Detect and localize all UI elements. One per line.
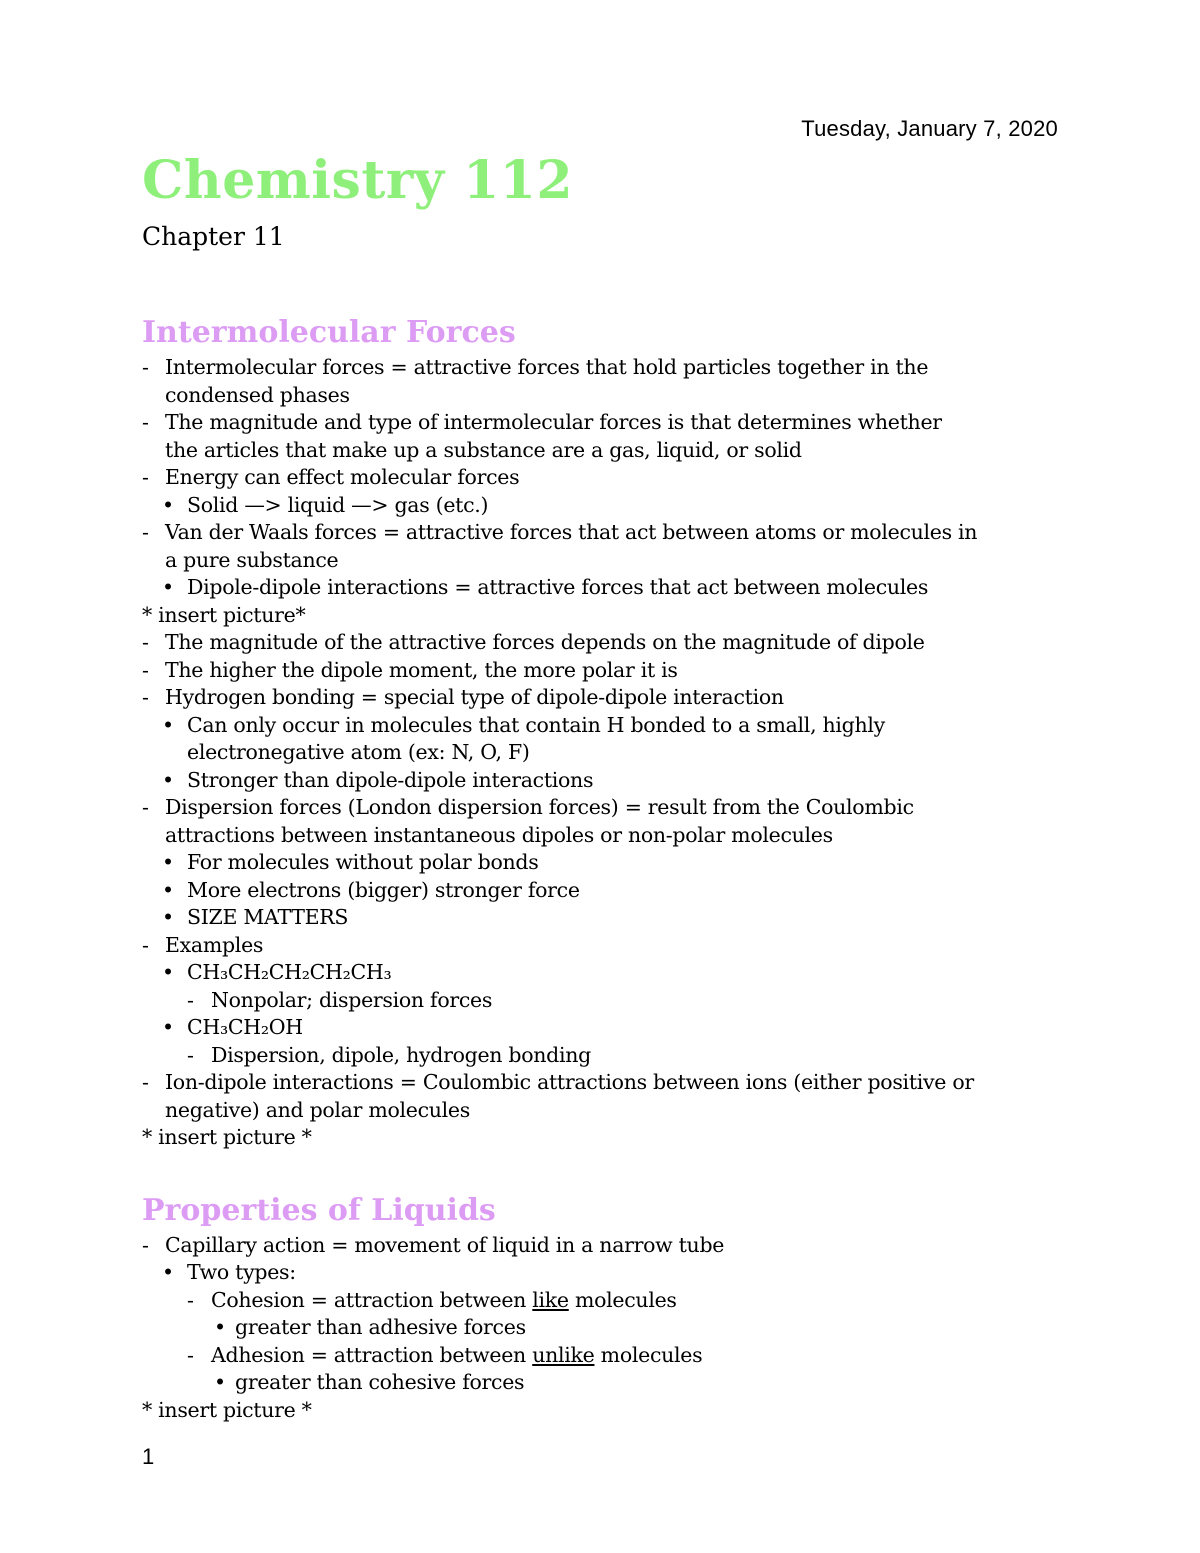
list-item: [142, 1342, 1072, 1370]
note-text: * insert picture*: [142, 602, 306, 627]
dash-marker: -: [142, 630, 149, 654]
list-item-continuation: [142, 1097, 1072, 1125]
list-item-text: attractions between instantaneous dipoles or non-polar molecules: [165, 822, 833, 847]
list-item: [142, 904, 1072, 932]
dash-marker: -: [187, 1042, 194, 1067]
list-item-text: Nonpolar; dispersion forces: [211, 987, 493, 1012]
note-text: * insert picture *: [142, 1125, 312, 1149]
bullet-marker: •: [162, 850, 174, 874]
list-item: [142, 712, 1072, 740]
list-item: [142, 354, 1072, 382]
dash-marker: -: [142, 1232, 149, 1257]
list-item-text: The magnitude of the attractive forces depends on the magnitude of dipole: [165, 630, 925, 654]
bullet-marker: •: [162, 1260, 174, 1284]
list-item: [142, 1369, 1072, 1397]
list-item-continuation: [142, 739, 1072, 767]
dash-marker: -: [187, 1342, 194, 1367]
bullet-marker: •: [162, 712, 174, 737]
list-item-text: Examples: [165, 932, 264, 957]
list-item: [142, 409, 1072, 437]
note-text: * insert picture *: [142, 1397, 312, 1422]
list-item: [142, 492, 1072, 520]
section-heading-intermolecular-forces: Intermolecular Forces: [142, 315, 516, 350]
list-item: [142, 849, 1072, 877]
list-item: [142, 1287, 1072, 1315]
list-item-text: Hydrogen bonding = special type of dipole-dipole interaction: [165, 685, 784, 709]
list-item-text: Intermolecular forces = attractive forces that hold particles together in the: [165, 355, 929, 379]
list-item-text: negative) and polar molecules: [165, 1097, 470, 1122]
text-segment: Cohesion = attraction between: [211, 1287, 533, 1312]
list-item-continuation: [142, 822, 1072, 850]
bullet-marker: •: [162, 877, 174, 902]
list-item: [142, 767, 1072, 795]
list-item: [142, 1042, 1072, 1070]
underlined-word: like: [532, 1287, 569, 1312]
list-item-continuation: [142, 382, 1072, 410]
list-item: [142, 877, 1072, 905]
dash-marker: -: [142, 932, 149, 957]
list-item-text: SIZE MATTERS: [187, 905, 349, 929]
text-segment: molecules: [594, 1342, 703, 1367]
list-item: [142, 1014, 1072, 1042]
dash-marker: -: [142, 795, 149, 819]
section-heading-properties-of-liquids: Properties of Liquids: [142, 1192, 496, 1228]
list-item: [142, 1259, 1072, 1287]
list-item: [142, 629, 1072, 657]
list-item: [142, 657, 1072, 685]
list-item: [142, 1069, 1072, 1097]
list-item-text: Capillary action = movement of liquid in a narrow tube: [165, 1232, 725, 1257]
dash-marker: -: [142, 355, 149, 379]
list-item-text: Solid —> liquid —> gas (etc.): [187, 492, 489, 517]
list-item: [142, 519, 1072, 547]
list-item-text: [211, 1342, 702, 1370]
list-item-text: condensed phases: [165, 382, 350, 407]
list-item-text: a pure substance: [165, 547, 339, 572]
list-item-text: the articles that make up a substance are a gas, liquid, or solid: [165, 437, 802, 462]
bullet-marker: •: [162, 960, 174, 984]
list-item-text: The magnitude and type of intermolecular forces is that determines whether: [165, 410, 942, 434]
bullet-marker: •: [214, 1370, 226, 1394]
dash-marker: -: [187, 987, 194, 1012]
insert-picture-note: [142, 1397, 1072, 1425]
page-title: Chemistry 112: [142, 150, 574, 211]
list-item-text: Energy can effect molecular forces: [165, 465, 520, 489]
note-date: Tuesday, January 7, 2020: [801, 116, 1058, 141]
bullet-marker: •: [214, 1315, 226, 1339]
list-item-text: greater than adhesive forces: [235, 1315, 526, 1339]
bullet-marker: •: [162, 1015, 174, 1039]
dash-marker: -: [142, 520, 149, 544]
list-item: [142, 574, 1072, 602]
list-item-continuation: [142, 437, 1072, 465]
list-item: [142, 959, 1072, 987]
chapter-subtitle: Chapter 11: [142, 222, 285, 251]
list-item: [142, 1232, 1072, 1260]
insert-picture-note: [142, 602, 1072, 630]
dash-marker: -: [142, 685, 149, 709]
text-segment: Adhesion = attraction between: [211, 1342, 533, 1367]
list-item-text: The higher the dipole moment, the more polar it is: [165, 657, 678, 682]
dash-marker: -: [187, 1287, 194, 1312]
list-item-text: Dispersion, dipole, hydrogen bonding: [211, 1042, 591, 1067]
bullet-marker: •: [162, 575, 174, 599]
list-item-text: More electrons (bigger) stronger force: [187, 877, 580, 902]
list-item-text: Dipole-dipole interactions = attractive forces that act between molecules: [187, 575, 929, 599]
dash-marker: -: [142, 1070, 149, 1094]
text-segment: molecules: [568, 1287, 677, 1312]
bullet-marker: •: [162, 492, 174, 517]
list-item-text: Van der Waals forces = attractive forces that act between atoms or molecules in: [165, 520, 978, 544]
list-item-text: [211, 1287, 677, 1315]
notes-content: [142, 312, 1072, 1424]
dash-marker: -: [142, 657, 149, 682]
list-item-text: Ion-dipole interactions = Coulombic attractions between ions (either positive or: [165, 1070, 974, 1094]
chemical-formula: CH₃CH₂OH: [187, 1015, 303, 1039]
insert-picture-note: [142, 1124, 1072, 1152]
list-item-text: Two types:: [187, 1260, 296, 1284]
section-spacer: [142, 1152, 1072, 1190]
list-item-text: Stronger than dipole-dipole interactions: [187, 767, 594, 792]
dash-marker: -: [142, 465, 149, 489]
list-item: [142, 794, 1072, 822]
list-item: [142, 684, 1072, 712]
list-item-text: Dispersion forces (London dispersion forces) = result from the Coulombic: [165, 795, 914, 819]
bullet-marker: •: [162, 767, 174, 792]
chemical-formula: CH₃CH₂CH₂CH₂CH₃: [187, 960, 392, 984]
list-item: [142, 987, 1072, 1015]
list-item-text: greater than cohesive forces: [235, 1370, 525, 1394]
bullet-marker: •: [162, 905, 174, 929]
list-item: [142, 464, 1072, 492]
underlined-word: unlike: [532, 1342, 595, 1367]
list-item-continuation: [142, 547, 1072, 575]
page-number: 1: [142, 1444, 155, 1469]
list-item-text: electronegative atom (ex: N, O, F): [187, 740, 530, 764]
list-item: [142, 1314, 1072, 1342]
list-item: [142, 932, 1072, 960]
dash-marker: -: [142, 410, 149, 434]
list-item-text: For molecules without polar bonds: [187, 850, 539, 874]
list-item-text: Can only occur in molecules that contain H bonded to a small, highly: [187, 712, 885, 737]
